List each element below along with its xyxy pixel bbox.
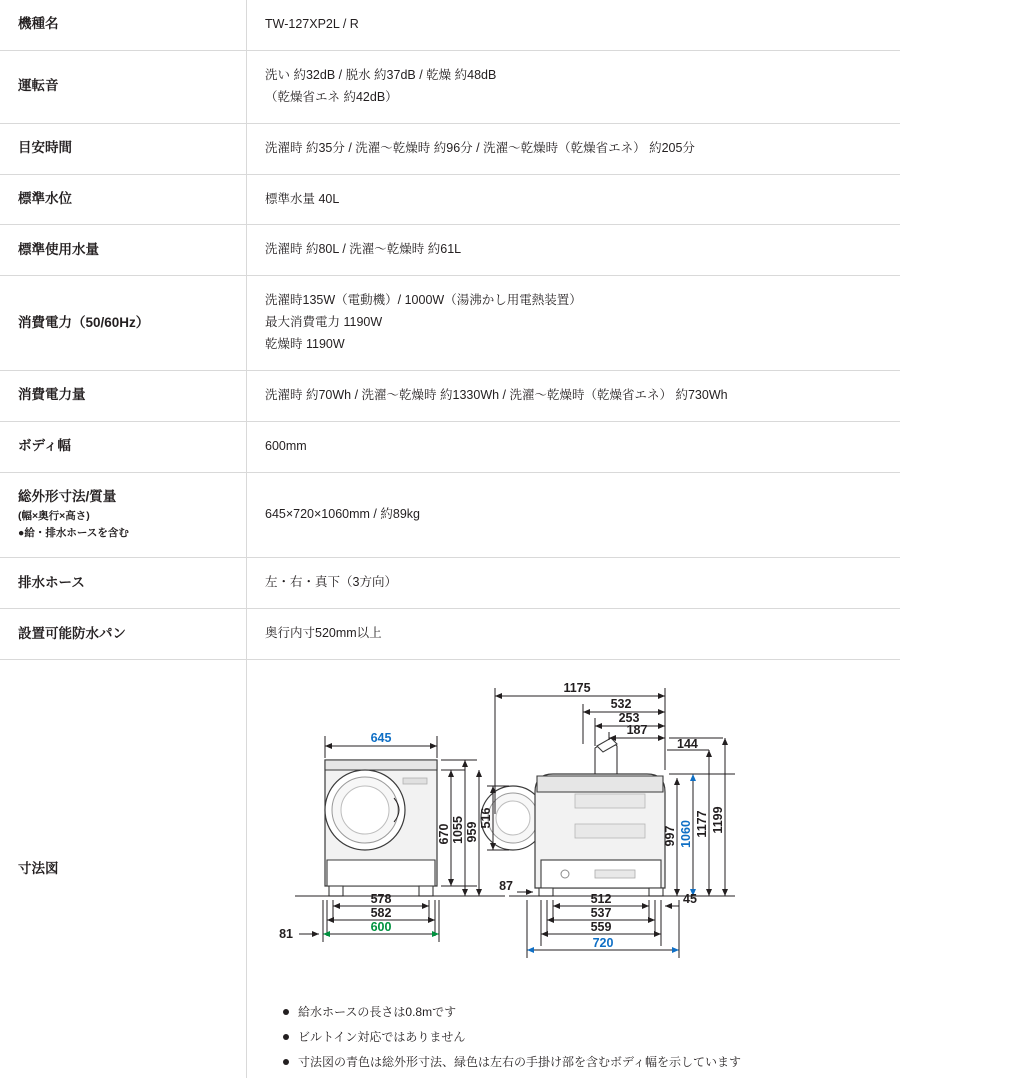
table-row (0, 609, 900, 660)
table-row-diagram (0, 659, 900, 1078)
table-row (0, 123, 900, 174)
row-label-drain-hose (0, 558, 247, 609)
dim-1060: 1060 (679, 820, 693, 848)
row-label-text: 目安時間 (18, 140, 72, 156)
value-line: 洗い 約32dB / 脱水 約37dB / 乾燥 約48dB (265, 67, 497, 82)
dimension-diagram (265, 674, 925, 1070)
value-line: 600mm (265, 438, 307, 453)
dim-512: 512 (590, 891, 612, 906)
row-label-sub2: ●給・排水ホースを含む (18, 527, 129, 540)
row-value-water-usage (247, 225, 901, 276)
row-label-text: 消費電力量 (18, 387, 86, 403)
dim-600: 600 (370, 919, 392, 934)
value-line: 奥行内寸520mm以上 (265, 626, 382, 641)
value-line: TW-127XP2L / R (265, 17, 359, 31)
row-value-water-level (247, 174, 901, 225)
row-value-model (247, 0, 901, 50)
row-value-power-consumption (247, 370, 901, 421)
note-text: ビルトイン対応ではありません (298, 1030, 466, 1045)
value-line: 洗濯時135W（電動機）/ 1000W（湯沸かし用電熱装置） (265, 293, 582, 308)
note-text: 給水ホースの長さは0.8mです (298, 1004, 457, 1019)
dim-559: 559 (590, 919, 612, 934)
row-value-drain-pan (247, 609, 901, 660)
row-label-text: 標準水位 (18, 190, 72, 206)
row-label-text: 寸法図 (18, 860, 59, 876)
row-label-drain-pan (0, 609, 247, 660)
bullet-icon (283, 1059, 289, 1065)
dim-87: 87 (499, 878, 513, 893)
dim-645: 645 (370, 730, 392, 745)
row-label-body-width (0, 421, 247, 472)
diagram-notes (265, 994, 925, 1078)
dim-997: 997 (663, 825, 677, 847)
row-label-water-usage (0, 225, 247, 276)
note-item (283, 1025, 925, 1050)
table-row (0, 421, 900, 472)
row-label-text: 消費電力（50/60Hz） (18, 314, 150, 330)
row-value-noise (247, 50, 901, 123)
dimension-diagram-svg (265, 674, 925, 994)
table-row (0, 174, 900, 225)
dim-187: 187 (626, 722, 648, 737)
row-label-overall-size (0, 472, 247, 558)
value-line: 左・右・真下（3方向） (265, 575, 397, 590)
row-label-power (0, 276, 247, 371)
dim-1175: 1175 (563, 680, 591, 695)
row-label-model (0, 0, 247, 50)
dim-670: 670 (437, 823, 451, 845)
value-line: 洗濯時 約70Wh / 洗濯〜乾燥時 約1330Wh / 洗濯〜乾燥時（乾燥省エネ） 約730Wh (265, 387, 728, 402)
value-line: 洗濯時 約80L / 洗濯〜乾燥時 約61L (265, 242, 462, 257)
row-label-dimension-drawing (0, 659, 247, 1078)
value-line: 洗濯時 約35分 / 洗濯〜乾燥時 約96分 / 洗濯〜乾燥時（乾燥省エネ） 約205分 (265, 140, 695, 155)
dim-578: 578 (370, 891, 392, 906)
row-label-sub: (幅×奥行×高さ) (18, 509, 90, 522)
dim-253: 253 (618, 710, 640, 725)
dim-45: 45 (683, 891, 697, 906)
dim-1055: 1055 (451, 816, 465, 844)
table-row (0, 0, 900, 50)
table-row (0, 50, 900, 123)
dim-516: 516 (479, 807, 493, 829)
row-label-text: 機種名 (18, 16, 59, 32)
dim-81: 81 (279, 926, 293, 941)
row-label-text: 運転音 (18, 78, 59, 94)
row-label-text: 総外形寸法/質量 (18, 488, 117, 504)
row-value-time (247, 123, 901, 174)
value-line: 標準水量 40L (265, 191, 340, 206)
row-label-power-consumption (0, 370, 247, 421)
row-label-water-level (0, 174, 247, 225)
bullet-icon (283, 1009, 289, 1015)
note-item (283, 1050, 925, 1075)
row-value-body-width (247, 421, 901, 472)
row-value-drain-hose (247, 558, 901, 609)
row-value-power (247, 276, 901, 371)
dim-582: 582 (370, 905, 392, 920)
row-value-overall-size (247, 472, 901, 558)
value-line: 645×720×1060mm / 約89kg (265, 506, 420, 521)
note-item (283, 1000, 925, 1025)
dim-537: 537 (590, 905, 612, 920)
row-label-text: 標準使用水量 (18, 241, 99, 257)
bullet-icon (283, 1034, 289, 1040)
dim-720: 720 (592, 935, 614, 950)
dim-959: 959 (465, 821, 479, 843)
note-text: 寸法図の青色は総外形寸法、緑色は左右の手掛け部を含むボディ幅を示しています (298, 1055, 742, 1070)
row-label-text: 排水ホース (18, 574, 85, 590)
table-row (0, 472, 900, 558)
row-label-text: ボディ幅 (18, 438, 71, 454)
table-row (0, 225, 900, 276)
row-value-dimension-drawing (247, 659, 901, 1078)
table-row (0, 276, 900, 371)
table-row (0, 370, 900, 421)
row-label-noise (0, 50, 247, 123)
row-label-time (0, 123, 247, 174)
value-line: 最大消費電力 1190W (265, 315, 383, 330)
dim-532: 532 (610, 696, 632, 711)
dim-1199: 1199 (711, 806, 725, 834)
value-line: 乾燥時 1190W (265, 337, 345, 351)
row-label-text: 設置可能防水パン (18, 625, 126, 641)
table-row (0, 558, 900, 609)
dim-144: 144 (677, 736, 698, 751)
dim-1177: 1177 (695, 810, 709, 838)
value-line: （乾燥省エネ 約42dB） (265, 89, 398, 104)
